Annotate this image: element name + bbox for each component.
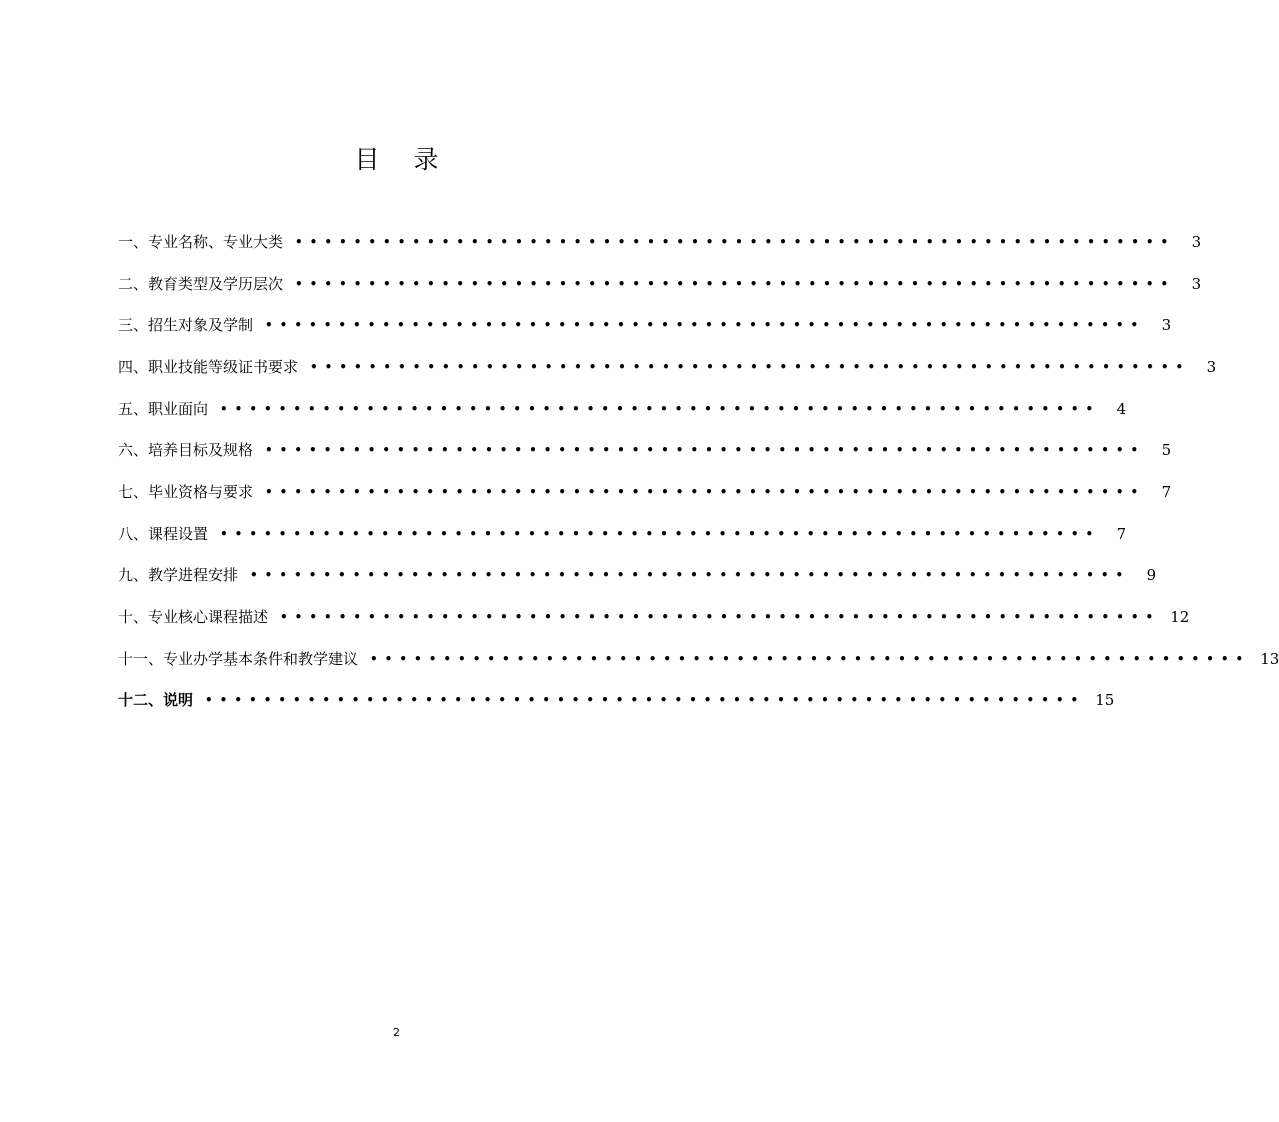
toc-entry-page: 5 xyxy=(1161,441,1172,460)
toc-entry[interactable] xyxy=(118,596,1190,638)
toc-entry-page: 7 xyxy=(1161,482,1172,501)
toc-entry-page: 3 xyxy=(1161,316,1172,335)
toc-entry[interactable] xyxy=(118,680,1115,722)
toc-title xyxy=(0,142,793,178)
dot-leader: •••••••••••••••••••••••••••••••••••••••••••••••••••••••••••• xyxy=(220,526,1101,541)
toc-title-part1: 目 xyxy=(354,145,380,174)
toc-entry[interactable] xyxy=(118,429,1172,471)
toc-entry-label: 一、专业名称、专业大类 xyxy=(118,232,284,251)
toc-entry-label: 五、职业面向 xyxy=(118,399,209,418)
dot-leader: •••••••••••••••••••••••••••••••••••••••••••••••••••••••••••• xyxy=(220,401,1101,416)
toc-entry-label: 十一、专业办学基本条件和教学建议 xyxy=(118,649,359,668)
toc-entry-page: 7 xyxy=(1116,524,1127,543)
toc-entry-page: 15 xyxy=(1095,691,1115,710)
toc-entry-page: 4 xyxy=(1116,399,1127,418)
toc-title-part2: 录 xyxy=(413,145,439,174)
dot-leader: •••••••••••••••••••••••••••••••••••••••••••••••••••••••••••• xyxy=(370,651,1251,666)
toc-entry-page: 13 xyxy=(1260,649,1279,668)
toc-entry[interactable] xyxy=(118,221,1202,263)
toc-entry-page: 3 xyxy=(1191,232,1202,251)
toc-entry-page: 9 xyxy=(1146,566,1157,585)
toc-entry-label: 二、教育类型及学历层次 xyxy=(118,274,284,293)
dot-leader: •••••••••••••••••••••••••••••••••••••••••••••••••••••••••••• xyxy=(250,568,1131,583)
toc-entry-page: 3 xyxy=(1206,357,1217,376)
toc-entry-page: 12 xyxy=(1170,608,1190,627)
toc-entry-label: 八、课程设置 xyxy=(118,524,209,543)
dot-leader: •••••••••••••••••••••••••••••••••••••••••••••••••••••••••••• xyxy=(265,484,1146,499)
toc-entry-page: 3 xyxy=(1191,274,1202,293)
dot-leader: •••••••••••••••••••••••••••••••••••••••••••••••••••••••••••• xyxy=(295,234,1176,249)
toc-entry[interactable] xyxy=(118,346,1217,388)
toc-entry[interactable] xyxy=(118,638,1279,680)
dot-leader: •••••••••••••••••••••••••••••••••••••••••••••••••••••••••••• xyxy=(205,693,1086,708)
toc-entry[interactable] xyxy=(118,304,1172,346)
toc-entry[interactable] xyxy=(118,513,1127,555)
dot-leader: •••••••••••••••••••••••••••••••••••••••••••••••••••••••••••• xyxy=(280,610,1161,625)
dot-leader: •••••••••••••••••••••••••••••••••••••••••••••••••••••••••••• xyxy=(265,443,1146,458)
toc-entry[interactable] xyxy=(118,388,1127,430)
dot-leader: •••••••••••••••••••••••••••••••••••••••••••••••••••••••••••• xyxy=(310,359,1191,374)
page-number: 2 xyxy=(393,1026,400,1039)
toc-entry-label: 十二、说明 xyxy=(118,691,194,710)
dot-leader: •••••••••••••••••••••••••••••••••••••••••••••••••••••••••••• xyxy=(295,276,1176,291)
dot-leader: •••••••••••••••••••••••••••••••••••••••••••••••••••••••••••• xyxy=(265,318,1146,333)
toc-entry[interactable] xyxy=(118,471,1172,513)
toc-entry-label: 六、培养目标及规格 xyxy=(118,441,254,460)
toc-entry[interactable] xyxy=(118,263,1202,305)
toc-entry-label: 四、职业技能等级证书要求 xyxy=(118,357,299,376)
toc-entry-label: 七、毕业资格与要求 xyxy=(118,482,254,501)
toc-entry[interactable] xyxy=(118,555,1157,597)
toc-entry-label: 三、招生对象及学制 xyxy=(118,316,254,335)
toc-entry-label: 十、专业核心课程描述 xyxy=(118,608,269,627)
toc-list xyxy=(118,221,1279,721)
toc-entry-label: 九、教学进程安排 xyxy=(118,566,239,585)
